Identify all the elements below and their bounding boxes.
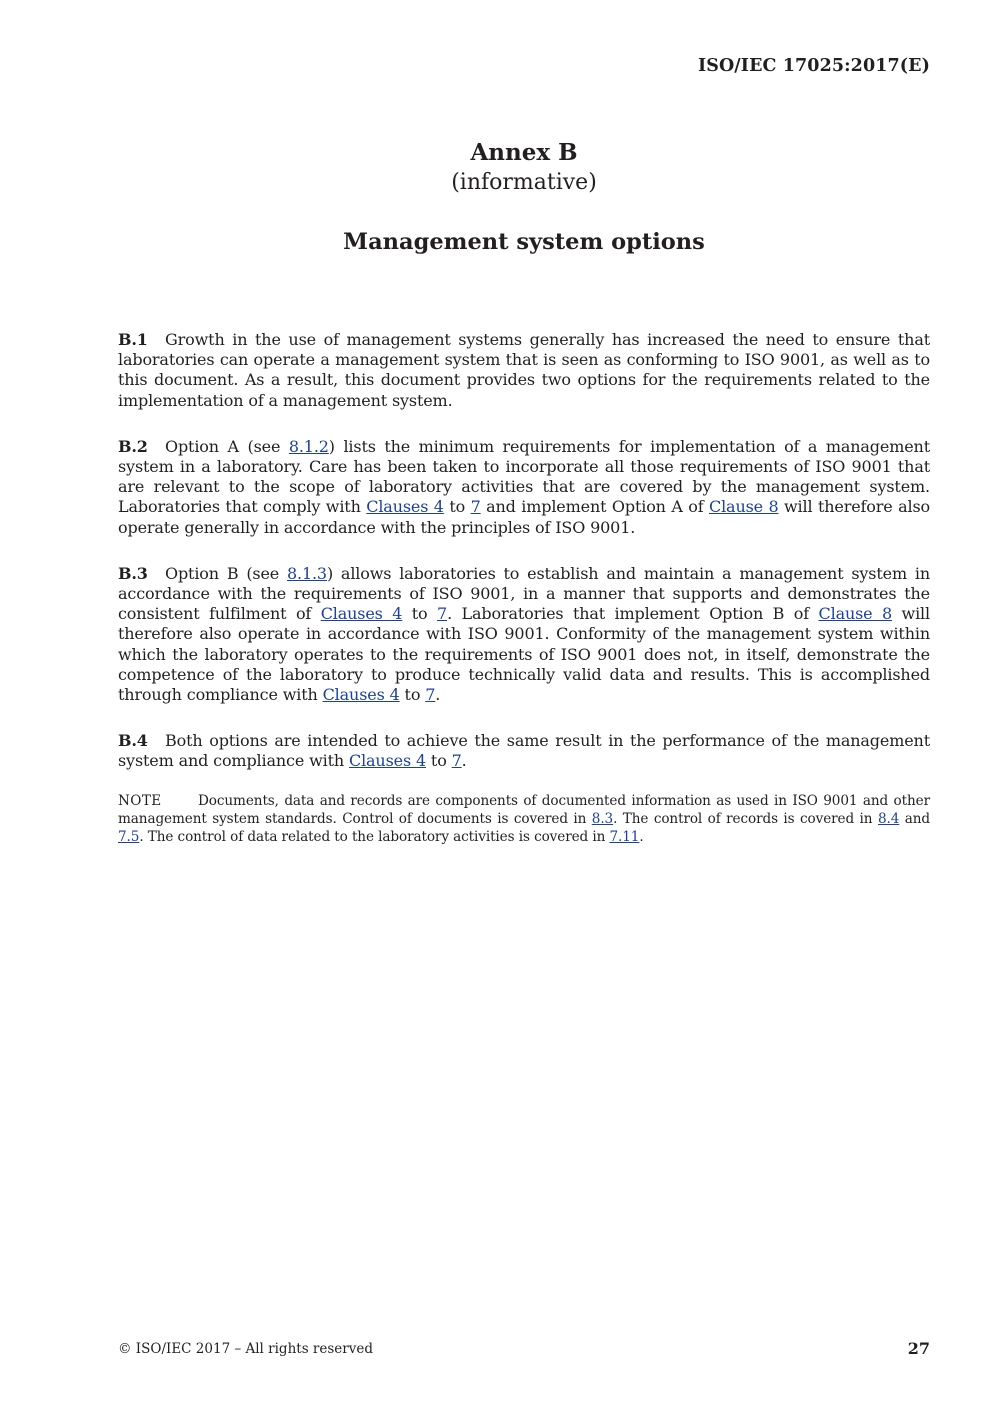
clause-text: to [443, 497, 471, 517]
clause-link-clause-8[interactable]: Clause 8 [818, 604, 893, 624]
note-label: NOTE [118, 792, 162, 809]
clause-text: . [435, 685, 441, 705]
clause-text: ) allows laboratories to establish and maintain a management system in accordance with the requirements of ISO 9001, in a manner that supports and demonstrates the consistent fulfilment of [118, 563, 930, 624]
clause-link-clauses-4[interactable]: Clauses 4 [320, 604, 403, 624]
annex-body [118, 330, 930, 859]
clause-link-7[interactable]: 7 [470, 497, 481, 517]
annex-title: Management system options [343, 229, 705, 255]
clause-link-clause-8[interactable]: Clause 8 [709, 497, 779, 517]
clause-text: Option B (see [165, 563, 287, 583]
clause-link-clauses-4[interactable]: Clauses 4 [348, 751, 426, 771]
note-text: . The control of data related to the laboratory activities is covered in [139, 828, 610, 845]
clause-number: B.4 [118, 731, 148, 751]
annex-number: Annex B [470, 139, 578, 166]
clause-number: B.2 [118, 436, 148, 456]
note-text: . [639, 828, 644, 845]
clause-link-7[interactable]: 7 [425, 685, 436, 705]
note-link-7-5[interactable]: 7.5 [118, 828, 140, 845]
clause-number: B.1 [118, 330, 148, 349]
clause-text: Growth in the use of management systems generally has increased the need to ensure that laboratories can operate a management system that is seen as conforming to ISO 9001, as well as to this document. As a result, this document provides two options for the requirements related to the implementation of a management system. [118, 330, 930, 410]
note-text: Documents, data and records are components of documented information as used in ISO 9001 and other management system standards. Control of documents is covered in [118, 792, 930, 827]
clause-text: to [399, 685, 426, 705]
clause-link-clauses-4[interactable]: Clauses 4 [366, 497, 444, 517]
clause-link-7[interactable]: 7 [451, 751, 462, 771]
clause-text: and implement Option A of [480, 497, 709, 517]
clause-text: will therefore also operate in accordance with ISO 9001. Conformity of the management system within which the laboratory operates to the requirements of ISO 9001 does not, in itself, demonstrate the competence of the laboratory to produce technically valid data and results. This is accomplished through compliance with [118, 604, 930, 705]
clause-text: ) lists the minimum requirements for implementation of a management system in a laboratory. Care has been taken to incorporate all those requirements of ISO 9001 that are relevant to the scope of laboratory activities that are covered by the management system. Laboratories that comply with [118, 436, 930, 517]
note-text: and [899, 810, 930, 827]
clause-link-8-1-3[interactable]: 8.1.3 [286, 563, 327, 583]
annex-title-block [0, 137, 992, 257]
clause-number: B.3 [118, 563, 148, 583]
note-text: . The control of records is covered in [613, 810, 878, 827]
clause-link-8-1-2[interactable]: 8.1.2 [288, 436, 329, 456]
clause-text: Option A (see [165, 436, 289, 456]
clause-text: to [426, 751, 452, 771]
clause-text: to [402, 604, 438, 624]
clause-b4 [118, 731, 930, 771]
note-link-8-3[interactable]: 8.3 [591, 810, 614, 827]
clause-link-clauses-4[interactable]: Clauses 4 [322, 685, 400, 705]
annex-type: (informative) [451, 170, 597, 195]
page-number: 27 [907, 1339, 930, 1358]
clause-b3 [118, 564, 930, 705]
document-id-header: ISO/IEC 17025:2017(E) [697, 56, 930, 76]
note-paragraph [118, 792, 930, 846]
clause-text: . [461, 751, 467, 771]
clause-text: . Laboratories that implement Option B of [447, 604, 819, 624]
clause-text: Both options are intended to achieve the same result in the performance of the management system and compliance with [118, 731, 930, 771]
copyright-footer: © ISO/IEC 2017 – All rights reserved [118, 1341, 373, 1357]
clause-b1 [118, 330, 930, 411]
note-link-7-11[interactable]: 7.11 [609, 828, 640, 845]
clause-b2 [118, 437, 930, 538]
clause-text: will therefore also operate generally in accordance with the principles of ISO 9001. [118, 497, 930, 537]
note-link-8-4[interactable]: 8.4 [877, 810, 900, 827]
clause-link-7[interactable]: 7 [437, 604, 448, 624]
